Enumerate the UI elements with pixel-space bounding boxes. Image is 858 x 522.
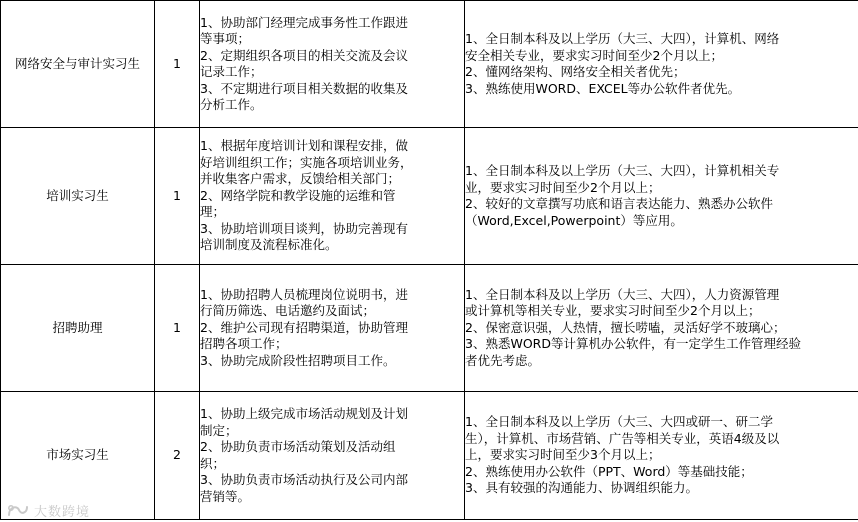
- table-row: [1, 265, 858, 392]
- duty-line: 招聘各项工作；: [200, 336, 288, 352]
- requirement-line: 生），计算机、市场营销、广告等相关专业，英语4级及以: [465, 430, 780, 446]
- table-body: [1, 1, 858, 520]
- duty-line: 记录工作；: [200, 64, 263, 79]
- headcount: 1: [155, 1, 200, 128]
- requirement-line: 3、熟悉WORD等计算机办公软件，有一定学生工作管理经验: [465, 336, 801, 352]
- requirement-line: 1、全日制本科及以上学历（大三、大四），人力资源管理: [465, 286, 780, 302]
- watermark-text: 大数跨境: [34, 505, 91, 520]
- position-name: 培训实习生: [1, 128, 155, 265]
- requirement-line: 业，要求实习时间至少2个月以上；: [465, 179, 661, 195]
- duty-line: 好培训组织工作；实施各项培训业务，: [200, 154, 413, 170]
- duty-line: 1、协助部门经理完成事务性工作跟进: [200, 14, 408, 30]
- duty-line: 织；: [200, 455, 226, 471]
- duty-line: 等事项；: [200, 31, 251, 46]
- requirements-cell: [465, 392, 858, 520]
- requirement-line: 1、全日制本科及以上学历（大三、大四），计算机、网络: [465, 31, 780, 46]
- duties-cell: [200, 128, 465, 265]
- headcount: 1: [155, 265, 200, 392]
- duty-line: 1、根据年度培训计划和课程安排，做: [200, 138, 408, 154]
- duties-cell: [200, 265, 465, 392]
- table-row: [1, 1, 858, 128]
- position-name: 网络安全与审计实习生: [1, 1, 155, 128]
- duty-line: 1、协助上级完成市场活动规划及计划: [200, 406, 408, 421]
- requirement-line: （Word,Excel,Powerpoint）等应用。: [465, 212, 683, 228]
- requirement-line: 3、熟练使用WORD、EXCEL等办公软件者优先。: [465, 80, 741, 96]
- duty-line: 3、协助完成阶段性招聘项目工作。: [200, 352, 396, 368]
- requirement-line: 或计算机等相关专业，要求实习时间至少2个月以上；: [465, 303, 761, 319]
- requirement-line: 2、熟练使用办公软件（PPT、Word）等基础技能；: [465, 463, 753, 479]
- table-row: [1, 128, 858, 265]
- duty-line: 3、协助负责市场活动执行及公司内部: [200, 472, 408, 487]
- duty-line: 3、不定期进行项目相关数据的收集及: [200, 80, 408, 96]
- duty-line: 制定；: [200, 422, 238, 438]
- duties-cell: [200, 392, 465, 520]
- duty-line: 2、网络学院和教学设施的运维和管: [200, 187, 396, 203]
- requirements-cell: [465, 1, 858, 128]
- requirement-line: 1、全日制本科及以上学历（大三、大四或研一、研二学: [465, 414, 773, 430]
- headcount: 2: [155, 392, 200, 520]
- requirement-line: 上，要求实习时间至少3个月以上；: [465, 447, 661, 463]
- duty-line: 营销等。: [200, 488, 251, 504]
- duties-cell: [200, 1, 465, 128]
- requirements-cell: [465, 128, 858, 265]
- requirement-line: 3、具有较强的沟通能力、协调组织能力。: [465, 480, 698, 496]
- requirement-line: 2、保密意识强，人热情，擅长唠嗑，灵活好学不玻璃心；: [465, 319, 786, 335]
- duty-line: 2、定期组织各项目的相关交流及会议: [200, 47, 408, 63]
- requirement-line: 安全相关专业，要求实习时间至少2个月以上；: [465, 47, 723, 63]
- position-name: 招聘助理: [1, 265, 155, 392]
- table-row: [1, 392, 858, 520]
- duty-line: 3、协助培训项目谈判，协助完善现有: [200, 220, 408, 236]
- requirements-cell: [465, 265, 858, 392]
- duty-line: 分析工作。: [200, 97, 263, 112]
- duty-line: 培训制度及流程标准化。: [200, 237, 338, 253]
- requirement-line: 2、较好的文章撰写功底和语言表达能力、熟悉办公软件: [465, 196, 773, 211]
- duty-line: 并收集客户需求，反馈给相关部门；: [200, 171, 401, 187]
- position-name: 市场实习生: [1, 392, 155, 520]
- duty-line: 理；: [200, 204, 226, 220]
- duty-line: 2、维护公司现有招聘渠道，协助管理: [200, 319, 408, 335]
- headcount: 1: [155, 128, 200, 265]
- duty-line: 2、协助负责市场活动策划及活动组: [200, 439, 396, 454]
- requirement-line: 2、懂网络架构、网络安全相关者优先；: [465, 64, 686, 79]
- requirement-line: 者优先考虑。: [465, 352, 541, 368]
- duty-line: 1、协助招聘人员梳理岗位说明书，进: [200, 286, 408, 302]
- duty-line: 行简历筛选、电话邀约及面试；: [200, 303, 376, 319]
- requirement-line: 1、全日制本科及以上学历（大三、大四），计算机相关专: [465, 163, 780, 178]
